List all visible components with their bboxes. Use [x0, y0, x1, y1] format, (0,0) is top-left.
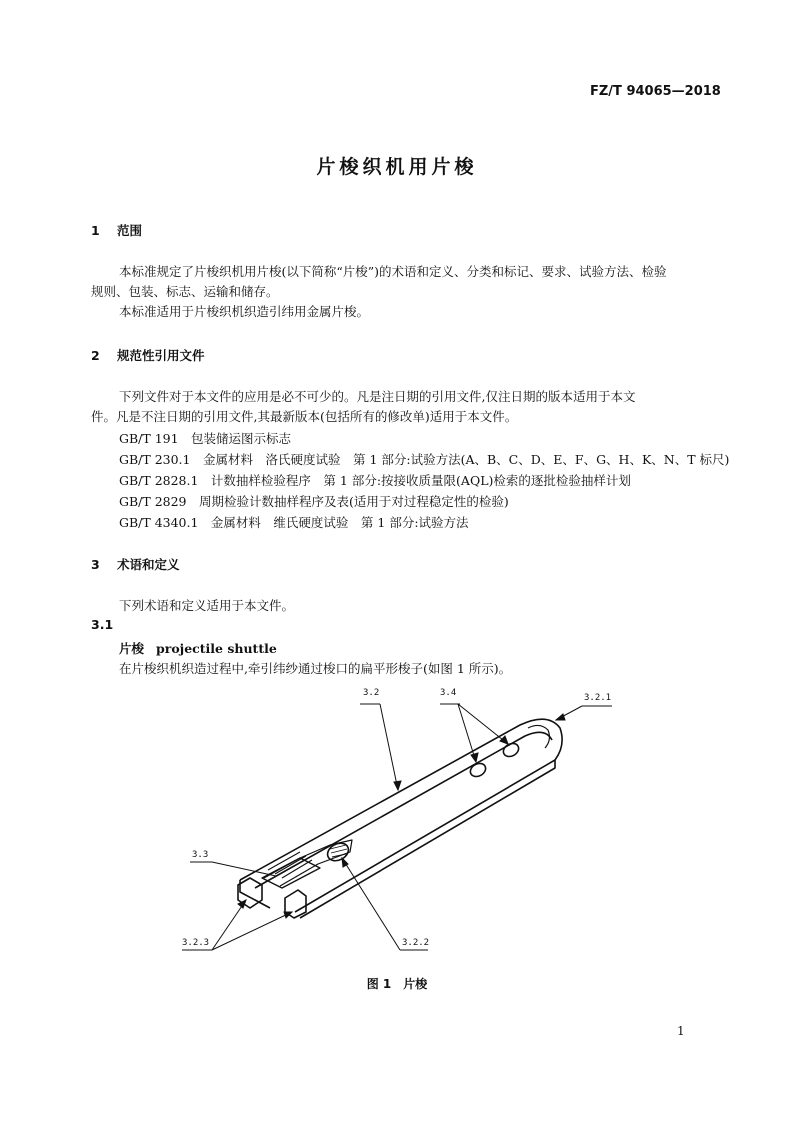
document-title: 片梭织机用片梭 — [316, 156, 478, 178]
section-number: 1 — [91, 223, 100, 238]
standard-number: FZ/T 94065—2018 — [590, 84, 721, 99]
paragraph: 规则、包装、标志、运输和储存。 — [91, 284, 279, 299]
callout-3-4: 3.4 — [440, 688, 457, 698]
section-2-heading — [91, 346, 205, 364]
section-title: 术语和定义 — [117, 557, 180, 572]
reference-item: GB/T 2828.1 计数抽样检验程序 第 1 部分:按接收质量限(AQL)检索的逐批检验抽样计划 — [119, 473, 631, 488]
callout-3-3: 3.3 — [192, 850, 209, 860]
reference-item: GB/T 191 包装储运图示标志 — [119, 431, 292, 446]
reference-item: GB/T 2829 周期检验计数抽样程序及表(适用于对过程稳定性的检验) — [119, 494, 509, 509]
subsection-number: 3.1 — [91, 617, 114, 632]
term-english: projectile shuttle — [156, 641, 277, 656]
section-number: 2 — [91, 348, 100, 363]
page-number: 1 — [677, 1024, 685, 1038]
section-title: 范围 — [117, 223, 143, 238]
reference-item: GB/T 4340.1 金属材料 维氏硬度试验 第 1 部分:试验方法 — [119, 515, 469, 530]
callout-3-2-3: 3.2.3 — [182, 938, 210, 948]
section-3-heading — [91, 555, 180, 573]
figure-caption: 图 1 片梭 — [366, 977, 428, 991]
callout-3-2-1: 3.2.1 — [584, 693, 612, 703]
callout-3-2: 3.2 — [363, 688, 380, 698]
paragraph: 下列术语和定义适用于本文件。 — [119, 598, 295, 613]
paragraph: 本标准适用于片梭织机织造引纬用金属片梭。 — [119, 304, 370, 319]
term-definition: 在片梭织机织造过程中,牵引纬纱通过梭口的扁平形梭子(如图 1 所示)。 — [119, 661, 512, 676]
section-title: 规范性引用文件 — [117, 348, 205, 363]
paragraph: 件。凡是不注日期的引用文件,其最新版本(包括所有的修改单)适用于本文件。 — [91, 409, 518, 424]
term-entry — [119, 639, 277, 657]
reference-item: GB/T 230.1 金属材料 洛氏硬度试验 第 1 部分:试验方法(A、B、C、D、E、F、G、H、K、N、T 标尺) — [119, 452, 730, 467]
paragraph: 下列文件对于本文件的应用是必不可少的。凡是注日期的引用文件,仅注日期的版本适用于本文 — [119, 389, 636, 404]
callout-3-2-2: 3.2.2 — [402, 938, 430, 948]
section-1-heading — [91, 221, 142, 239]
section-number: 3 — [91, 557, 100, 572]
projectile-shuttle-figure — [170, 680, 630, 960]
paragraph: 本标准规定了片梭织机用片梭(以下简称“片梭”)的术语和定义、分类和标记、要求、试验方法、检验 — [119, 264, 667, 279]
term-chinese: 片梭 — [119, 641, 145, 656]
